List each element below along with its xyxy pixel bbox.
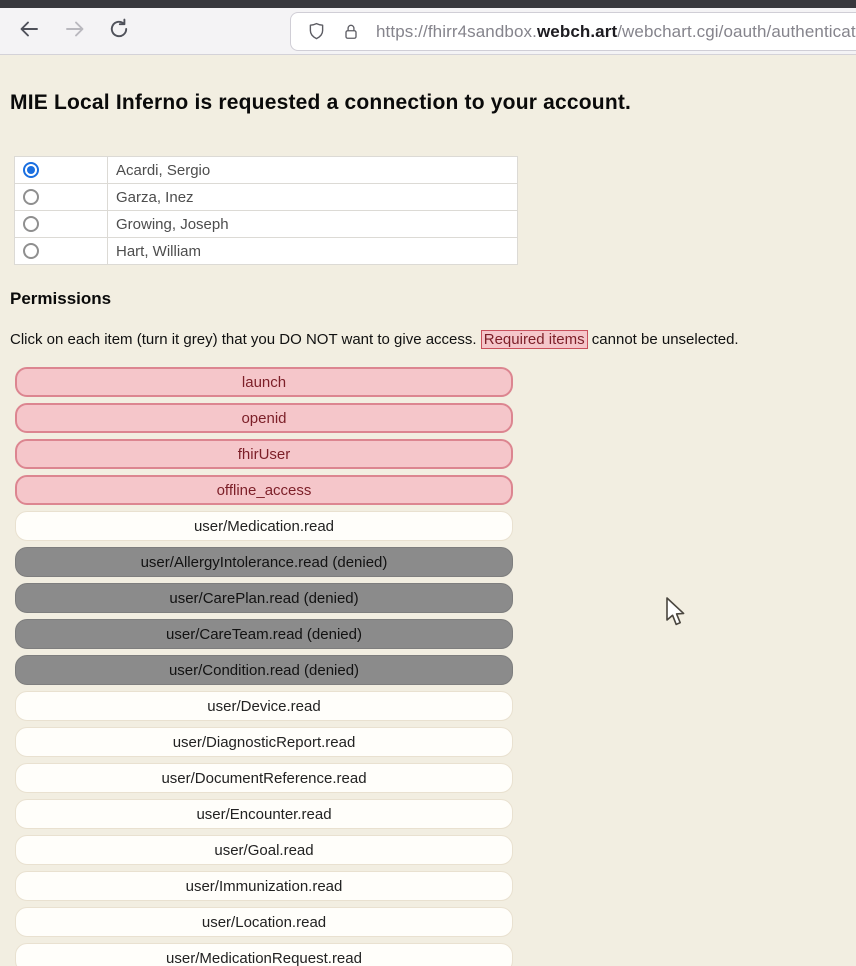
scope-button[interactable] xyxy=(15,403,513,433)
scope-label: user/Medication.read xyxy=(193,517,335,535)
patient-row[interactable] xyxy=(15,238,518,265)
back-arrow-icon xyxy=(17,17,41,46)
oauth-consent-page xyxy=(0,55,856,965)
scope-label: launch xyxy=(241,373,287,391)
scope-label: user/Device.read xyxy=(207,697,321,715)
url-path: /webchart.cgi/oauth/authenticat xyxy=(617,21,856,41)
scope-label: offline_access xyxy=(216,481,312,499)
patient-name: Garza, Inez xyxy=(108,184,518,211)
url-prefix: https://fhirr4sandbox. xyxy=(376,21,537,41)
patient-select-table xyxy=(14,156,518,265)
forward-arrow-icon xyxy=(63,17,87,46)
patient-row[interactable] xyxy=(15,184,518,211)
patient-radio[interactable] xyxy=(23,216,39,232)
scope-button[interactable] xyxy=(15,547,513,577)
scope-button[interactable] xyxy=(15,583,513,613)
permissions-instructions xyxy=(10,331,856,348)
scope-button[interactable] xyxy=(15,691,513,721)
patient-name: Growing, Joseph xyxy=(108,211,518,238)
scope-label: user/Encounter.read xyxy=(196,805,332,823)
url-bar[interactable] xyxy=(290,12,856,51)
patient-name: Acardi, Sergio xyxy=(108,157,518,184)
browser-toolbar xyxy=(0,8,856,55)
page-title: MIE Local Inferno is requested a connection to your account. xyxy=(10,91,632,114)
scope-button[interactable] xyxy=(15,763,513,793)
scope-label: user/AllergyIntolerance.read (denied) xyxy=(140,553,388,571)
scope-label: user/Location.read xyxy=(201,913,327,931)
scope-label: user/MedicationRequest.read xyxy=(166,949,362,966)
browser-reload-button[interactable] xyxy=(104,16,134,46)
scope-button[interactable] xyxy=(15,727,513,757)
scope-button[interactable] xyxy=(15,799,513,829)
patient-row[interactable] xyxy=(15,157,518,184)
patient-radio[interactable] xyxy=(23,243,39,259)
scope-label: user/CareTeam.read (denied) xyxy=(166,625,362,643)
patient-row[interactable] xyxy=(15,211,518,238)
patient-radio-cell xyxy=(15,184,108,211)
browser-forward-button[interactable] xyxy=(60,16,90,46)
scope-button[interactable] xyxy=(15,943,513,966)
scope-button[interactable] xyxy=(15,655,513,685)
scope-label: user/Condition.read (denied) xyxy=(168,661,360,679)
window-titlebar-strip xyxy=(0,0,856,8)
permissions-heading: Permissions xyxy=(10,289,112,308)
scope-button[interactable] xyxy=(15,475,513,505)
patient-radio[interactable] xyxy=(23,189,39,205)
scope-button[interactable] xyxy=(15,367,513,397)
patient-radio-cell xyxy=(15,211,108,238)
scope-button[interactable] xyxy=(15,619,513,649)
scope-label: user/DiagnosticReport.read xyxy=(172,733,356,751)
instructions-before: Click on each item (turn it grey) that you DO NOT want to give access. xyxy=(10,331,481,348)
patient-radio-cell xyxy=(15,157,108,184)
scope-button[interactable] xyxy=(15,907,513,937)
scope-list xyxy=(15,367,513,966)
scope-label: user/Immunization.read xyxy=(185,877,343,895)
patient-name: Hart, William xyxy=(108,238,518,265)
scope-button[interactable] xyxy=(15,511,513,541)
lock-icon[interactable] xyxy=(341,22,361,42)
scope-label: fhirUser xyxy=(237,445,291,463)
scope-button[interactable] xyxy=(15,835,513,865)
browser-back-button[interactable] xyxy=(14,16,44,46)
url-domain: webch.art xyxy=(536,21,618,41)
scope-label: user/Goal.read xyxy=(214,841,314,859)
instructions-after: cannot be unselected. xyxy=(587,331,739,348)
patient-radio[interactable] xyxy=(23,162,39,178)
scope-label: user/DocumentReference.read xyxy=(161,769,367,787)
scope-label: openid xyxy=(241,409,287,427)
scope-button[interactable] xyxy=(15,871,513,901)
url-text xyxy=(376,22,856,42)
reload-icon xyxy=(107,17,131,46)
scope-label: user/CarePlan.read (denied) xyxy=(169,589,359,607)
required-items-highlight: Required items xyxy=(481,330,588,349)
shield-icon[interactable] xyxy=(306,21,327,42)
scope-button[interactable] xyxy=(15,439,513,469)
patient-radio-cell xyxy=(15,238,108,265)
